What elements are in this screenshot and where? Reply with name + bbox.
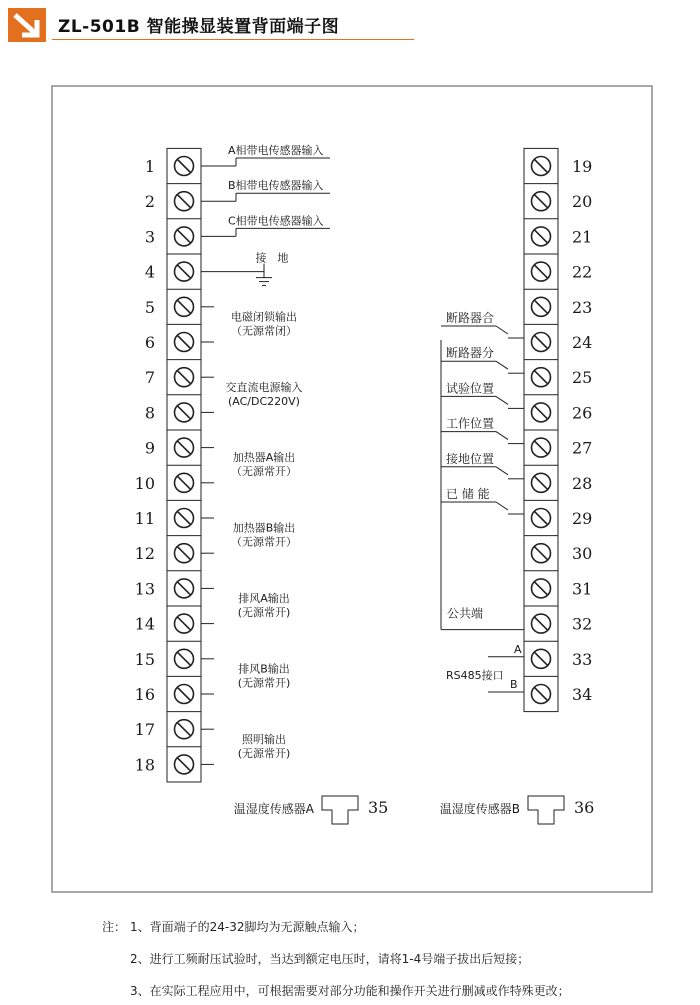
note-item: 3、在实际工程应用中，可根据需要对部分功能和操作开关进行删减或作特殊更改； (130, 984, 570, 998)
screw-icon (532, 509, 551, 528)
screw-icon (532, 473, 551, 492)
signal-label: （无源常闭） (231, 324, 297, 338)
switch-icon (496, 396, 508, 404)
signal-label: 加热器B输出 (232, 521, 296, 535)
terminal-number: 26 (572, 403, 593, 423)
screw-icon (175, 720, 194, 739)
terminal-number: 29 (572, 509, 593, 528)
screw-icon (175, 438, 194, 457)
terminal-strips (167, 148, 558, 782)
terminal-number: 22 (572, 262, 593, 282)
note-item: 1、背面端子的24-32脚均为无源触点输入； (130, 920, 365, 934)
sensor-label: 温湿度传感器A (233, 802, 314, 816)
screw-icon (532, 333, 551, 352)
screw-icon (532, 649, 551, 668)
screw-icon (175, 368, 194, 387)
screw-icon (532, 614, 551, 633)
screw-icon (175, 333, 194, 352)
screw-icon (175, 614, 194, 633)
signal-label: B (510, 678, 518, 691)
switch-icon (496, 502, 508, 510)
screw-icon (175, 157, 194, 176)
signal-label: RS485接口 (446, 668, 504, 682)
terminal-number: 8 (144, 403, 155, 423)
signal-label: 排风A输出 (238, 592, 290, 605)
terminal-number: 1 (144, 157, 155, 176)
signal-label: 交直流电源输入 (225, 380, 303, 394)
screw-icon (175, 262, 194, 281)
terminal-number: 9 (144, 438, 155, 458)
terminal-number: 6 (144, 333, 155, 352)
terminal-number: 34 (572, 685, 593, 704)
signal-label: (无源常开) (237, 746, 291, 760)
screw-icon (532, 403, 551, 422)
signal-label: A相带电传感器输入 (228, 144, 324, 157)
screw-icon (175, 192, 194, 211)
terminal-number: 13 (134, 579, 155, 599)
terminal-number: 30 (572, 544, 593, 564)
signal-label: (AC/DC220V) (228, 394, 300, 408)
signal-label: 工作位置 (446, 416, 495, 431)
screw-icon (532, 685, 551, 704)
signal-label: 公共端 (447, 606, 484, 621)
switch-icon (496, 361, 508, 369)
screw-icon (532, 262, 551, 281)
sensor-connector-icon (322, 796, 358, 824)
terminal-number: 5 (144, 297, 155, 317)
terminal-number: 36 (574, 798, 595, 817)
sensor-connector-icon (528, 796, 564, 824)
screw-icon (175, 755, 194, 774)
terminal-number: 33 (572, 649, 593, 669)
note-item: 2、进行工频耐压试验时，当达到额定电压时，请将1-4号端子拔出后短接； (130, 952, 530, 966)
screw-icon (175, 685, 194, 704)
terminal-number: 25 (572, 368, 593, 388)
terminal-number: 21 (572, 227, 593, 247)
page-title: ZL-501B 智能操显装置背面端子图 (58, 17, 340, 37)
terminal-number: 23 (572, 297, 593, 317)
signal-label: 断路器合 (446, 311, 495, 325)
screw-icon (175, 544, 194, 563)
notes-prefix: 注： (102, 920, 127, 934)
terminal-number: 24 (572, 333, 593, 352)
terminal-number: 19 (572, 157, 593, 176)
signal-label: (无源常开) (237, 676, 291, 690)
terminal-number: 14 (134, 614, 155, 634)
terminal-number: 31 (572, 579, 593, 599)
signal-label: 试验位置 (446, 381, 495, 396)
terminal-number: 17 (134, 720, 155, 740)
terminal-number: 11 (134, 509, 155, 528)
screw-icon (532, 297, 551, 316)
terminal-number: 4 (144, 262, 155, 282)
terminal-number: 3 (144, 227, 155, 247)
terminal-number: 12 (134, 544, 155, 564)
terminal-number: 32 (572, 614, 593, 634)
signal-label: 接地位置 (446, 451, 495, 466)
screw-icon (532, 579, 551, 598)
signal-label: 加热器A输出 (232, 451, 296, 465)
signal-label: 电磁闭锁输出 (231, 310, 297, 324)
terminal-number: 20 (572, 192, 593, 212)
terminal-number: 2 (144, 192, 155, 212)
signal-label: (无源常开) (237, 606, 291, 619)
terminal-number: 18 (134, 755, 155, 775)
screw-icon (532, 192, 551, 211)
screw-icon (175, 297, 194, 316)
screw-icon (175, 227, 194, 246)
signal-label: 排风B输出 (238, 662, 290, 676)
signal-label: C相带电传感器输入 (228, 214, 324, 228)
screw-icon (175, 509, 194, 528)
switch-icon (496, 467, 508, 475)
signal-label: 接 地 (255, 251, 289, 265)
screw-icon (532, 544, 551, 563)
screw-icon (532, 438, 551, 457)
terminal-number: 16 (134, 685, 155, 704)
screw-icon (532, 157, 551, 176)
signal-label: （无源常开） (231, 535, 297, 549)
screw-icon (175, 473, 194, 492)
signal-label: A (514, 642, 522, 656)
screw-icon (175, 403, 194, 422)
terminal-number: 15 (134, 649, 155, 669)
screw-icon (532, 368, 551, 387)
terminal-number: 28 (572, 473, 593, 493)
terminal-number: 10 (134, 473, 155, 493)
signal-label: 照明输出 (242, 732, 286, 746)
screw-icon (175, 579, 194, 598)
switch-icon (496, 326, 508, 334)
screw-icon (175, 649, 194, 668)
switch-icon (496, 432, 508, 440)
screw-icon (532, 227, 551, 246)
terminal-number: 35 (368, 798, 389, 817)
signal-label: B相带电传感器输入 (228, 179, 324, 193)
terminal-number: 7 (144, 368, 155, 388)
sensor-label: 温湿度传感器B (439, 802, 520, 816)
signal-label: 已 储 能 (446, 487, 490, 501)
terminal-number: 27 (572, 438, 593, 458)
signal-label: 断路器分 (446, 346, 495, 361)
signal-label: （无源常开） (231, 465, 297, 479)
